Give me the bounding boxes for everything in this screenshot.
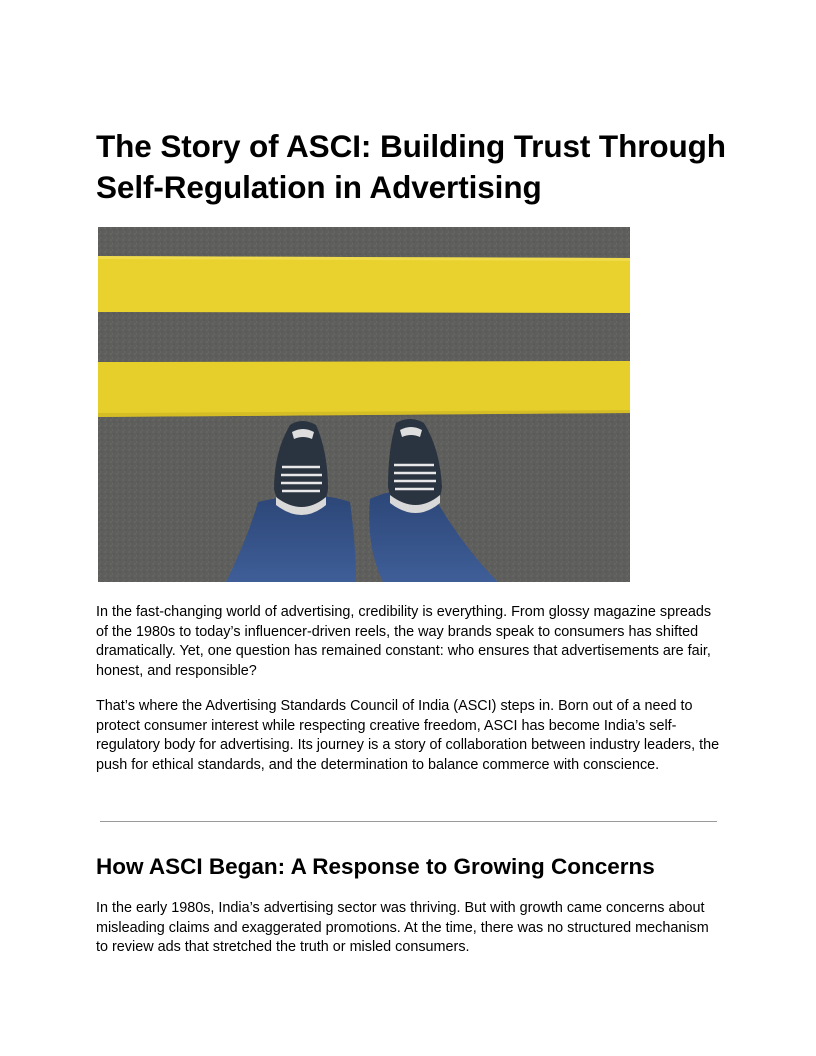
section-heading: How ASCI Began: A Response to Growing Concerns bbox=[96, 854, 655, 879]
horizontal-divider bbox=[100, 821, 717, 822]
road-line-bottom bbox=[98, 361, 630, 417]
intro-paragraph-1: In the fast-changing world of advertising, credibility is everything. From glossy magazine spreads of the 1980s to today’s influencer-driven reels, the way brands speak to consumers has shifted dramatically. Yet, one question has remained constant: who ensures that advertisements are fair, honest, and responsible? bbox=[96, 604, 712, 679]
intro-paragraph-2: That’s where the Advertising Standards Council of India (ASCI) steps in. Born out of a need to protect consumer interest while respecting creative freedom, ASCI has become India’s self-regulatory body for advertising. Its journey is a story of collaboration between industry leaders, the push for ethical standards, and the determination to balance commerce with conscience. bbox=[96, 698, 720, 773]
article-title: The Story of ASCI: Building Trust Through Self-Regulation in Advertising bbox=[96, 128, 726, 205]
section-paragraph: In the early 1980s, India’s advertising sector was thriving. But with growth came concerns about misleading claims and exaggerated promotions. At the time, there was no structured mechanism to review ads that stretched the truth or misled consumers. bbox=[96, 900, 709, 956]
road-line-top bbox=[98, 256, 630, 313]
hero-image bbox=[98, 227, 630, 582]
